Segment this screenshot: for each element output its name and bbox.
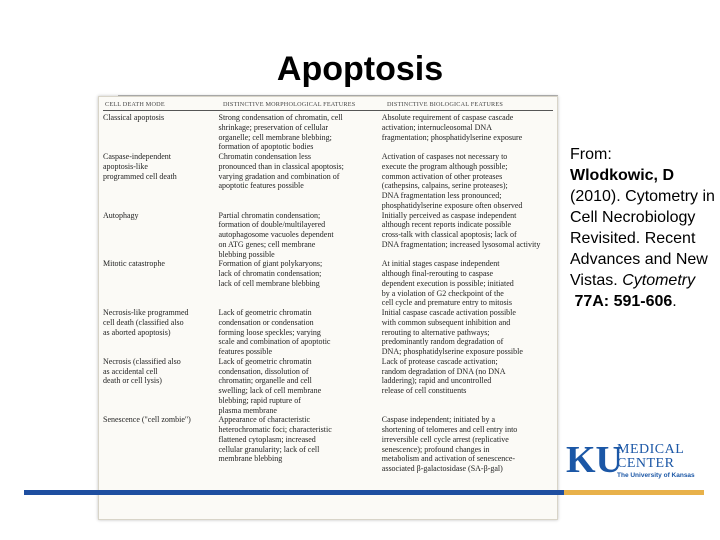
table-row: [99, 113, 557, 152]
cell-morph: Chromatin condensation less pronounced than in classical apoptosis; varying gradation and combination of apoptotic features possible: [218, 152, 344, 191]
table-row: [99, 211, 557, 260]
table-header-rule: [103, 110, 553, 111]
slide-title: Apoptosis: [276, 50, 444, 88]
table-row: [99, 259, 557, 308]
logo-subtitle: The University of Kansas: [617, 472, 695, 479]
table-row: [99, 308, 557, 357]
cell-bio: Activation of caspases not necessary to execute the program although possible; common activation of other proteases (cathepsins, calpains, serine proteases); DNA fragmentation less pronounced; phosphatidylserine exposure often observed: [381, 152, 523, 210]
table-row: [99, 415, 557, 474]
footer-accent: [564, 490, 704, 495]
citation-title: Cytometry in Cell Necrobiology Revisited. Recent Advances and New Vistas.: [570, 188, 715, 289]
table-header-bio: DISTINCTIVE BIOLOGICAL FEATURES: [387, 101, 503, 108]
logo-line1: MEDICAL: [617, 442, 685, 457]
citation-volume: 77A: 591-606: [574, 293, 673, 310]
logo-mark: KU: [566, 439, 623, 481]
citation-journal: Cytometry: [622, 272, 696, 289]
cell-mode: Mitotic catastrophe: [103, 259, 165, 269]
cell-morph: Lack of geometric chromatin condensation, dissolution of chromatin; organelle and cell swelling; lack of cell membrane blebbing; rapid rupture of plasma membrane: [218, 356, 322, 415]
citation-year: (2010).: [570, 188, 621, 205]
cell-mode: Classical apoptosis: [103, 113, 165, 122]
cell-bio: Absolute requirement of caspase cascade activation; internucleosomal DNA fragmentation; phosphatidylserine exposure: [381, 113, 523, 142]
cell-death-table: [98, 96, 558, 520]
logo-name: [617, 443, 684, 471]
cell-morph: Strong condensation of chromatin, cell shrinkage; preservation of cellular organelle; cell membrane blebbing; formation of apoptotic bodies: [218, 113, 343, 152]
cell-morph: Lack of geometric chromatin condensation or condensation forming loose speckles; varying scale and combination of apoptotic features possible: [218, 308, 331, 356]
cell-morph: Formation of giant polykaryons; lack of chromatin condensation; lack of cell membrane blebbing: [218, 259, 323, 288]
cell-bio: Initial caspase cascade activation possible with common subsequent inhibition and rerouting to alternative pathways; predominantly random degradation of DNA; phosphatidylserine exposure possible: [381, 308, 523, 356]
cell-bio: Lack of protease cascade activation; random degradation of DNA (no DNA laddering); rapid and uncontrolled release of cell constituents: [381, 356, 506, 395]
cell-bio: At initial stages caspase independent although final-rerouting to caspase dependent execution is possible; initiated by a violation of G2 checkpoint of the cell cycle and premature entry to mitosis: [381, 259, 514, 308]
cell-bio: Initially perceived as caspase independent although recent reports indicate possible cross-talk with classical apoptosis; lack of DNA fragmentation; increased lysosomal activity: [381, 210, 541, 249]
ku-medical-center-logo: [566, 440, 712, 484]
cell-mode: Caspase-independent apoptosis-like programmed cell death: [103, 152, 177, 181]
cell-mode: Senescence ("cell zombie"): [103, 415, 191, 425]
table-header-mode: CELL DEATH MODE: [105, 101, 165, 108]
logo-line2: CENTER: [617, 456, 675, 471]
table-body: [99, 113, 557, 474]
table-row: [99, 357, 557, 416]
cell-bio: Caspase independent; initiated by a shortening of telomeres and cell entry into irreversible cell cycle arrest (replicative senescence); profound changes in metabolism and activation of senescence- associated β-galactosidase (SA-β-gal): [381, 415, 518, 473]
cell-mode: Necrosis (classified also as accidental cell death or cell lysis): [103, 356, 181, 386]
citation-end: .: [672, 293, 677, 310]
citation-prefix: From:: [570, 146, 612, 163]
cell-mode: Necrosis-like programmed cell death (classified also as aborted apoptosis): [103, 308, 189, 337]
citation-author: Wlodkowic, D: [570, 167, 674, 184]
cell-morph: Appearance of characteristic heterochromatic foci; characteristic flattened cytoplasm; increased cellular granularity; lack of cell membrane blebbing: [218, 415, 332, 464]
citation-block: [570, 144, 720, 312]
cell-morph: Partial chromatin condensation; formation of double/multilayered autophagosome vacuoles dependent on ATG genes; cell membrane blebbing possible: [218, 210, 334, 259]
cell-mode: Autophagy: [103, 210, 139, 220]
table-row: [99, 152, 557, 211]
table-header-morph: DISTINCTIVE MORPHOLOGICAL FEATURES: [223, 101, 356, 108]
